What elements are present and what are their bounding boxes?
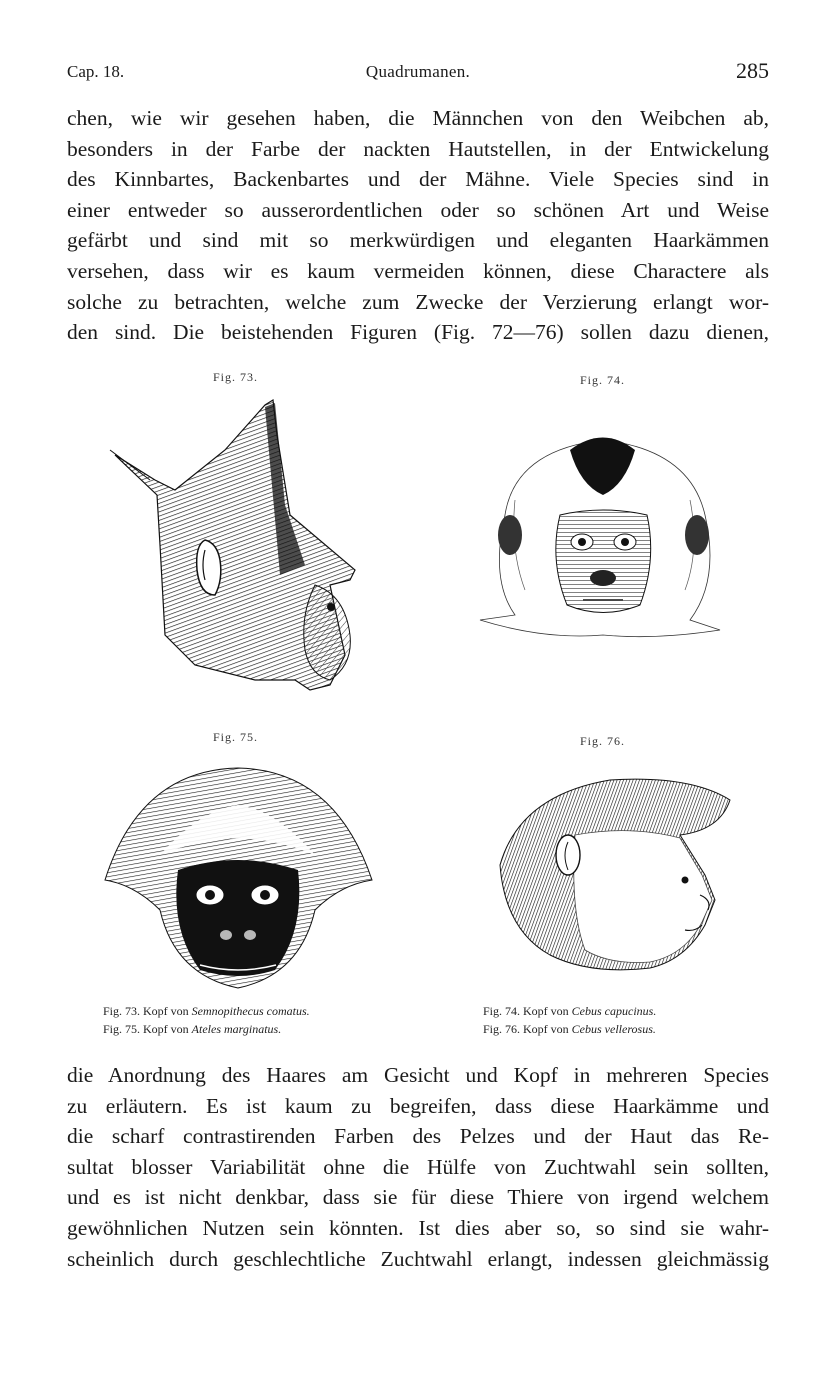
caption-fig-75 xyxy=(103,1021,281,1038)
fig-73-label: Fig. 73. xyxy=(213,370,259,384)
paragraph-top xyxy=(67,103,769,348)
fig-76-label: Fig. 76. xyxy=(580,734,626,748)
caption-species: Semnopithecus comatus. xyxy=(191,1004,310,1018)
text-line: zu erläutern. Es ist kaum zu begreifen, dass diese Haarkämme und xyxy=(67,1093,769,1118)
caption-species: Cebus vellerosus. xyxy=(571,1022,656,1036)
caption-prefix: Fig. 75. Kopf von xyxy=(103,1022,189,1036)
text-line: solche zu betrachten, welche zum Zwecke der Verzierung erlangt wor- xyxy=(67,289,769,314)
text-line: und es ist nicht denkbar, dass sie für diese Thiere von irgend welchem xyxy=(67,1185,769,1210)
caption-fig-74 xyxy=(483,1003,656,1020)
chapter-label: Cap. 18. xyxy=(67,62,125,81)
caption-fig-73 xyxy=(103,1003,310,1020)
text-line: versehen, dass wir es kaum vermeiden können, diese Charactere als xyxy=(67,258,769,283)
text-line: die Anordnung des Haares am Gesicht und Kopf in mehreren Species xyxy=(67,1063,769,1087)
caption-prefix: Fig. 74. Kopf von xyxy=(483,1004,569,1018)
fig-74-monkey-front-illustration xyxy=(475,420,740,650)
fig-75-monkey-front-illustration xyxy=(100,760,375,995)
caption-fig-76 xyxy=(483,1021,656,1038)
fig-76-monkey-profile-illustration xyxy=(480,770,735,985)
paragraph-bottom xyxy=(67,1060,769,1274)
text-line: des Kinnbartes, Backenbartes und der Mähne. Viele Species sind in xyxy=(67,167,769,192)
text-line: scheinlich durch geschlechtliche Zuchtwahl erlangt, indessen gleichmässig xyxy=(67,1246,769,1271)
text-line: einer entweder so ausserordentlichen oder so schönen Art und Weise xyxy=(67,197,769,222)
page-header xyxy=(67,58,769,88)
text-line: sultat blosser Variabilität ohne die Hülfe von Zuchtwahl sein sollten, xyxy=(67,1154,769,1179)
caption-species: Ateles marginatus. xyxy=(191,1022,282,1036)
caption-prefix: Fig. 76. Kopf von xyxy=(483,1022,569,1036)
text-line: gewöhnlichen Nutzen sein könnten. Ist dies aber so, so sind sie wahr- xyxy=(67,1215,769,1240)
text-line: gefärbt und sind mit so merkwürdigen und eleganten Haarkämmen xyxy=(67,228,769,253)
text-line: die scharf contrastirenden Farben des Pelzes und der Haut das Re- xyxy=(67,1124,769,1149)
caption-prefix: Fig. 73. Kopf von xyxy=(103,1004,189,1018)
page-number: 285 xyxy=(736,58,769,83)
fig-75-label: Fig. 75. xyxy=(213,730,259,744)
caption-species: Cebus capucinus. xyxy=(571,1004,657,1018)
fig-73-monkey-profile-illustration xyxy=(105,395,375,705)
fig-74-label: Fig. 74. xyxy=(580,373,626,387)
running-title: Quadrumanen. xyxy=(365,62,471,81)
text-line: den sind. Die beistehenden Figuren (Fig. 72—76) sollen dazu dienen, xyxy=(67,320,769,345)
text-line: chen, wie wir gesehen haben, die Männchen von den Weibchen ab, xyxy=(67,106,769,130)
text-line: besonders in der Farbe der nackten Hautstellen, in der Entwickelung xyxy=(67,136,769,161)
